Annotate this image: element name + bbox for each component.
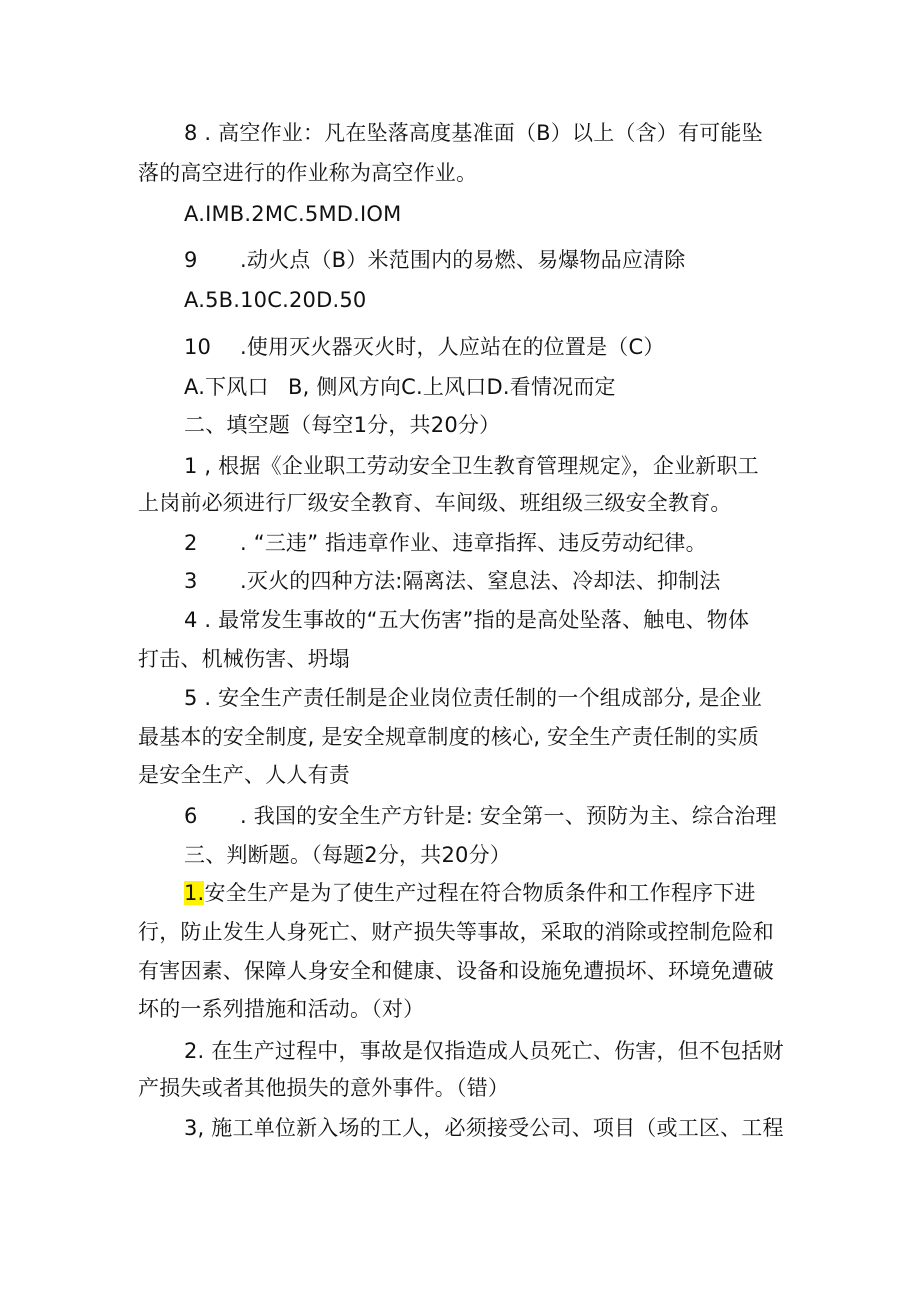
fill-item2-number: 2 [184, 531, 198, 555]
fill-item3-number: 3 [184, 569, 198, 593]
q10-text: .使用灭火器灭火时，人应站在的位置是（C） [240, 335, 665, 359]
judge-item1-line3: 有害因素、保障人身安全和健康、设备和设施免遭损坏、环境免遭破 [138, 959, 774, 983]
fill-item3-line [184, 566, 721, 596]
judge-item2-line1: 2. 在生产过程中，事故是仅指造成人员死亡、伤害，但不包括财 [184, 1039, 784, 1063]
fill-item2-text: . “三违” 指违章作业、违章指挥、违反劳动纪律。 [240, 531, 707, 555]
fill-item2-line [184, 528, 707, 558]
judge-item1-number: 1. [184, 881, 205, 905]
fill-item4-line1: 4 . 最常发生事故的“五大伤害”指的是高处坠落、触电、物体 [184, 608, 750, 632]
q9-options: A.5B.10C.20D.50 [184, 288, 367, 312]
q10-line [184, 332, 665, 362]
q8-options: A.IMB.2MC.5MD.IOM [184, 202, 402, 226]
judge-item2-line2: 产损失或者其他损失的意外事件。（错） [138, 1076, 510, 1100]
fill-item6-line [184, 801, 777, 831]
fill-item3-text: .灭火的四种方法:隔离法、窒息法、冷却法、抑制法 [240, 569, 721, 593]
judge-item1-line1 [184, 878, 756, 908]
q10-number: 10 [184, 335, 212, 359]
q10-option-a: A.下风口 [184, 375, 269, 399]
judge-heading: 三、判断题。（每题2分，共20分） [184, 843, 511, 867]
fill-item6-text: . 我国的安全生产方针是: 安全第一、预防为主、综合治理 [240, 804, 777, 828]
q9-text: .动火点（B）米范围内的易燃、易爆物品应清除 [240, 248, 686, 272]
q10-options [184, 372, 616, 402]
judge-item1-line2: 行，防止发生人身死亡、财产损失等事故，采取的消除或控制危险和 [138, 920, 774, 944]
fill-item6-number: 6 [184, 804, 198, 828]
judge-item3-line1: 3, 施工单位新入场的工人，必须接受公司、项目（或工区、工程 [184, 1116, 784, 1140]
fill-item1-line1: 1 , 根据《企业职工劳动安全卫生教育管理规定》，企业新职工 [184, 454, 759, 478]
q9-number: 9 [184, 248, 198, 272]
judge-item1-text: 安全生产是为了使生产过程在符合物质条件和工作程序下进 [204, 881, 756, 905]
fill-blank-heading: 二、填空题（每空1分，共20分） [184, 413, 501, 437]
q8-line2: 落的高空进行的作业称为高空作业。 [138, 161, 478, 185]
fill-item4-line2: 打击、机械伤害、坍塌 [138, 647, 350, 671]
q8-line1: 8 . 高空作业：凡在坠落高度基准面（B）以上（含）有可能坠 [184, 121, 763, 145]
fill-item5-line2: 最基本的安全制度, 是安全规章制度的核心, 安全生产责任制的实质 [138, 725, 760, 749]
q9-line [184, 245, 685, 275]
q10-option-rest: B, 侧风方向C.上风口D.看情况而定 [288, 375, 616, 399]
fill-item5-line3: 是安全生产、人人有责 [138, 763, 350, 787]
judge-item1-line4: 坏的一系列措施和活动。（对） [138, 997, 425, 1021]
fill-item1-line2: 上岗前必须进行厂级安全教育、车间级、班组级三级安全教育。 [138, 491, 732, 515]
fill-item5-line1: 5 . 安全生产责任制是企业岗位责任制的一个组成部分, 是企业 [184, 686, 762, 710]
